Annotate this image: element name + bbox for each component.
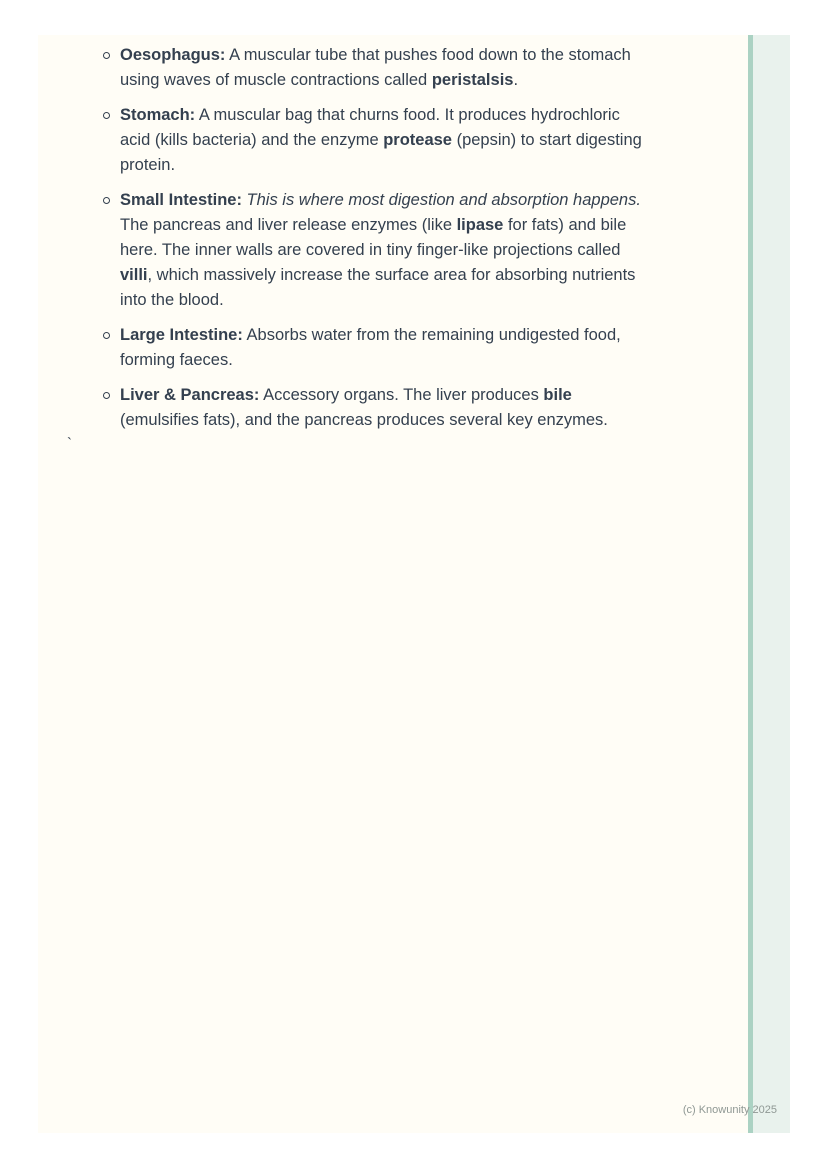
text-segment: The pancreas and liver release enzymes (like <box>120 216 457 234</box>
digestive-organs-list <box>38 35 644 433</box>
text-segment: Liver & Pancreas: <box>120 386 260 404</box>
text-segment: protease <box>383 131 452 149</box>
text-segment: A muscular bag that churns food. It produces hydrochloric acid (kills bacteria) and the enzyme <box>120 106 620 149</box>
text-segment: Large Intestine: <box>120 326 243 344</box>
text-segment: A muscular tube that pushes food down to the stomach using waves of muscle contractions called <box>120 46 631 89</box>
text-segment: peristalsis <box>431 71 514 89</box>
text-segment: lipase <box>456 216 504 234</box>
text-segment: (emulsifies fats), and the pancreas produces several key enzymes. <box>120 411 608 429</box>
list-item <box>120 188 644 313</box>
text-segment: bile <box>543 386 572 404</box>
copyright-watermark: (c) Knowunity 2025 <box>682 1104 777 1116</box>
text-segment: This is where most digestion and absorption happens. <box>246 191 641 209</box>
text-segment: villi <box>120 266 148 284</box>
text-segment: Small Intestine: <box>120 191 242 209</box>
list-item <box>120 383 644 433</box>
text-segment: (pepsin) to start digesting protein. <box>120 131 642 174</box>
text-segment: . <box>513 71 519 89</box>
text-segment: Oesophagus: <box>120 46 226 64</box>
text-segment: , which massively increase the surface area for absorbing nutrients into the blood. <box>120 266 636 309</box>
list-item <box>120 43 644 93</box>
list-item <box>120 323 644 373</box>
stray-backtick-character: ` <box>67 435 72 452</box>
text-segment: Stomach: <box>120 106 196 124</box>
text-segment: Absorbs water from the remaining undigested food, forming faeces. <box>120 326 621 369</box>
decorative-stripe <box>748 35 790 1133</box>
text-segment: Accessory organs. The liver produces <box>259 386 544 404</box>
document-page <box>38 35 790 1133</box>
text-segment: for fats) and bile here. The inner walls are covered in tiny finger-like projections called <box>120 216 627 259</box>
list-item <box>120 103 644 178</box>
